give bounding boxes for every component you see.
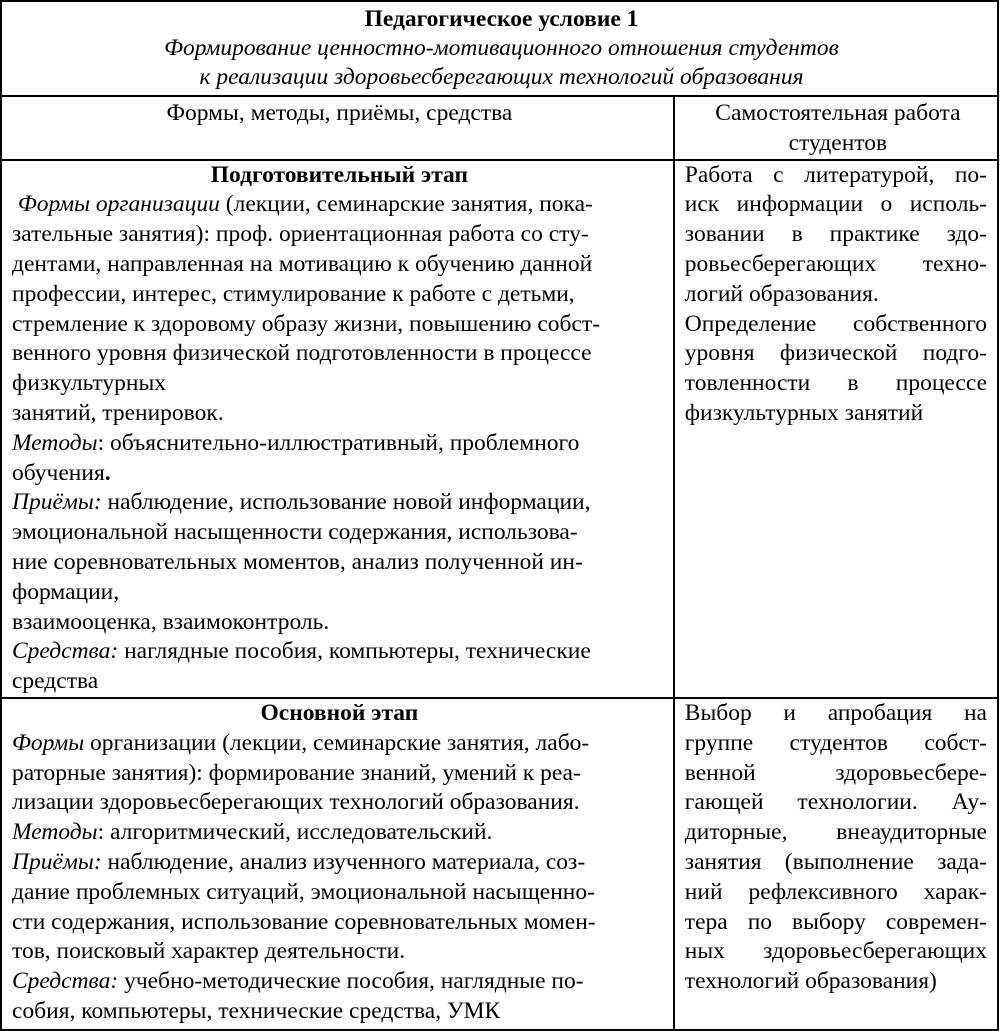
stage2-independent-line-8: тера по выбору современ- (684, 908, 987, 935)
stage1-forms-line-2: зательные занятия): проф. ориентационная работа со сту- (12, 221, 589, 248)
table-subtitle-line-1: Формирование ценностно-мотивационного отношения студентов (164, 35, 839, 61)
stage2-independent-line-10: технологий образования) (684, 968, 937, 995)
table-subtitle-line-2: к реализации здоровьесберегающих технологий образования (199, 64, 804, 90)
stage2-techniques-line-1: Приёмы: наблюдение, анализ изученного материала, соз- (12, 848, 586, 875)
stage2-title: Основной этап (260, 699, 419, 726)
stage2-methods-label: Методы (12, 819, 98, 846)
stage1-independent-line-2: иск информации о исполь- (684, 191, 987, 218)
stage2-forms-line-3: лизации здоровьесберегающих технологий образования. (12, 789, 580, 816)
stage1-means-line-1: Средства: наглядные пособия, компьютеры, технические (12, 638, 591, 665)
stage2-independent-line-7: ний рефлексивного харак- (684, 878, 987, 905)
column-header-left (1, 96, 674, 160)
stage1-means-label: Средства: (12, 638, 119, 665)
stage-row-preparatory (1, 160, 998, 698)
stage1-techniques-line-3: ние соревновательных моментов, анализ полученной ин- (12, 548, 583, 575)
stage2-techniques-line-2: дание проблемных ситуаций, эмоциональной насыщенно- (12, 878, 595, 905)
stage1-methods-line-2: обучения. (12, 459, 111, 486)
stage2-forms-label: Формы (12, 729, 85, 756)
stage2-methods-line: Методы: алгоритмический, исследовательский. (12, 819, 493, 846)
stage1-independent-line-5: логий образования. (684, 280, 879, 307)
stage2-independent-line-6: занятия (выполнение зада- (684, 848, 987, 875)
stage1-techniques-line-2: эмоциональной насыщенности содержания, использова- (12, 519, 578, 546)
stage2-independent-line-2: группе студентов собст- (684, 729, 987, 756)
stage1-techniques-line-1: Приёмы: наблюдение, использование новой информации, (12, 489, 591, 516)
stage1-techniques-line-5: взаимооценка, взаимоконтроль. (12, 608, 330, 635)
stage2-techniques-line-3: сти содержания, использование соревновательных момен- (12, 908, 596, 935)
stage1-means-line-2: средства (12, 668, 99, 695)
stage2-forms-line-1: Формы организации (лекции, семинарские занятия, лабо- (12, 729, 590, 756)
stage1-techniques-line-4: формации, (12, 578, 120, 605)
stage1-forms-label: Формы организации (17, 191, 220, 218)
table-title: Педагогическое условие 1 (364, 6, 639, 32)
stage1-independent-line-1: Работа с литературой, по- (684, 161, 987, 188)
stage2-means-line-1: Средства: учебно-методические пособия, наглядные по- (12, 968, 584, 995)
stage1-independent-line-6: Определение собственного (684, 310, 987, 337)
stage2-independent-line-4: гающей технологии. Ау- (684, 789, 987, 816)
stage1-independent-line-4: ровьесберегающих техно- (684, 250, 987, 277)
column-header-row (1, 96, 998, 160)
stage2-independent-line-9: ных здоровьесберегающих (684, 938, 987, 965)
stage1-forms-line-7: физкультурных (12, 370, 167, 397)
stage2-techniques-line-4: тов, поисковый характер деятельности. (12, 938, 406, 965)
stage1-independent-line-9: физкультурных занятий (684, 399, 924, 426)
stage1-techniques-label: Приёмы: (12, 489, 102, 516)
column-header-left-label: Формы, методы, приёмы, средства (166, 100, 513, 126)
stage2-independent-line-1: Выбор и апробация на (684, 699, 987, 726)
title-cell (1, 1, 998, 96)
stage2-means-line-2: собия, компьютеры, технические средства, УМК (12, 997, 501, 1024)
column-header-right (674, 96, 998, 160)
stage2-independent-line-3: венной здоровьесбере- (684, 759, 987, 786)
stage2-means-label: Средства: (12, 968, 119, 995)
stage1-forms-line-4: профессии, интерес, стимулирование к работе с детьми, (12, 280, 575, 307)
stage1-independent-line-8: товленности в процессе (684, 370, 987, 397)
stage1-methods-line-1: Методы: объяснительно-иллюстративный, проблемного (12, 429, 580, 456)
stage2-techniques-label: Приёмы: (12, 848, 102, 875)
column-header-right-line-1: Самостоятельная работа (715, 100, 961, 126)
stage1-independent-line-3: зовании в практике здо- (684, 221, 987, 248)
stage1-methods-cell (1, 160, 674, 698)
stage2-methods-cell (1, 698, 674, 1030)
title-row (1, 1, 998, 96)
column-header-right-line-2: студентов (788, 129, 888, 156)
stage1-forms-line-6: венного уровня физической подготовленности в процессе (12, 340, 592, 367)
stage1-forms-line-3: дентами, направленная на мотивацию к обучению данной (12, 250, 593, 277)
stage1-forms-line-1: Формы организации (лекции, семинарские занятия, пока- (17, 191, 593, 218)
stage1-methods-label: Методы (12, 429, 98, 456)
stage1-forms-line-5: стремление к здоровому образу жизни, повышению собст- (12, 310, 601, 337)
stage2-forms-line-2: раторные занятия): формирование знаний, умений к реа- (12, 759, 581, 786)
stage2-independent-line-5: диторные, внеаудиторные (684, 819, 987, 846)
stage-row-main (1, 698, 998, 1030)
stage1-independent-line-7: уровня физической подго- (684, 340, 987, 367)
stage1-title: Подготовительный этап (210, 161, 469, 188)
stage1-independent-work-cell (674, 160, 998, 698)
stage2-independent-work-cell (674, 698, 998, 1030)
stage1-forms-line-8: занятий, тренировок. (12, 399, 224, 426)
